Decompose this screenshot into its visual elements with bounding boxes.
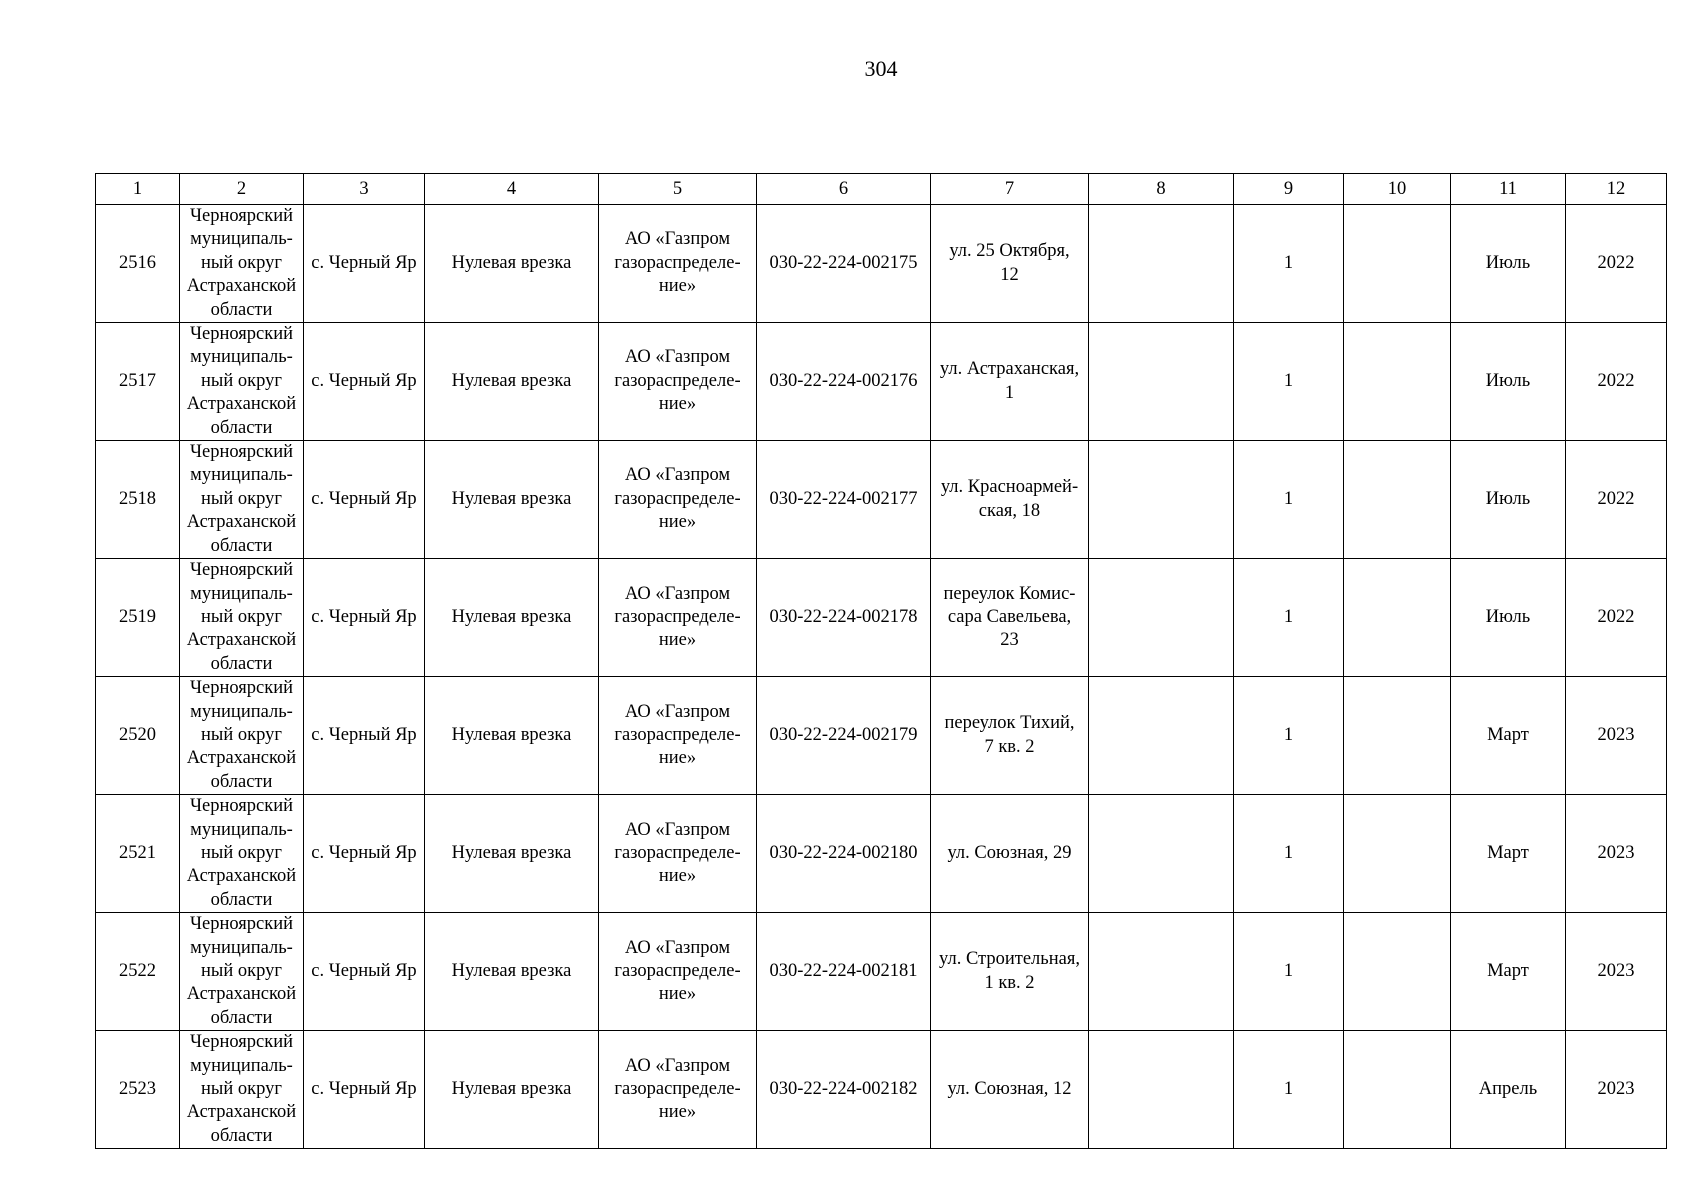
cell-text: 1 xyxy=(1283,842,1294,863)
header-col-12: 12 xyxy=(1566,174,1667,205)
header-col-6: 6 xyxy=(757,174,931,205)
address-cell xyxy=(931,323,1089,441)
cell-text: Черноярский муниципаль- ный округ Астраханской области xyxy=(186,914,297,1028)
col-10-cell xyxy=(1344,205,1451,323)
table-row xyxy=(96,677,1667,795)
quantity-cell xyxy=(1234,677,1344,795)
cell-text: ул. Астраханская, 1 xyxy=(939,359,1080,403)
col-8-cell xyxy=(1089,677,1234,795)
col-10-cell xyxy=(1344,677,1451,795)
col-8-cell xyxy=(1089,795,1234,913)
organization-cell xyxy=(599,441,757,559)
row-number-cell xyxy=(96,205,180,323)
application-code-cell xyxy=(757,205,931,323)
cell-text: Черноярский муниципаль- ный округ Астраханской области xyxy=(186,796,297,910)
cell-text: 2023 xyxy=(1597,961,1635,981)
table-row xyxy=(96,205,1667,323)
address-cell xyxy=(931,205,1089,323)
col-8-cell xyxy=(1089,913,1234,1031)
quantity-cell xyxy=(1234,441,1344,559)
organization-cell xyxy=(599,677,757,795)
municipality-cell xyxy=(180,1031,304,1149)
cell-text: АО «Газпром газораспределе- ние» xyxy=(614,583,741,651)
cell-text: 2022 xyxy=(1597,606,1635,627)
cell-text: 2518 xyxy=(119,488,156,509)
cell-text: 1 xyxy=(1283,370,1294,391)
settlement-cell xyxy=(304,795,425,913)
municipality-cell xyxy=(180,677,304,795)
year-cell xyxy=(1566,1031,1667,1149)
settlement-cell xyxy=(304,913,425,1031)
cell-text: Черноярский муниципаль- ный округ Астраханской области xyxy=(186,206,297,320)
settlement-cell xyxy=(304,323,425,441)
connection-type-cell xyxy=(425,205,599,323)
cell-text: ул. Союзная, 29 xyxy=(947,842,1072,863)
cell-text: Черноярский муниципаль- ный округ Астраханской области xyxy=(186,324,297,438)
quantity-cell xyxy=(1234,559,1344,677)
application-code-cell xyxy=(757,677,931,795)
application-code-cell xyxy=(757,913,931,1031)
organization-cell xyxy=(599,559,757,677)
cell-text: Нулевая врезка xyxy=(451,606,572,627)
cell-text: Черноярский муниципаль- ный округ Астраханской области xyxy=(186,442,297,556)
row-number-cell xyxy=(96,913,180,1031)
organization-cell xyxy=(599,1031,757,1149)
table-row xyxy=(96,913,1667,1031)
cell-text: 030-22-224-002180 xyxy=(769,842,918,863)
municipality-cell xyxy=(180,441,304,559)
cell-text: Июль xyxy=(1485,370,1531,391)
cell-text: Июль xyxy=(1485,252,1531,273)
row-number-cell xyxy=(96,323,180,441)
month-cell xyxy=(1451,1031,1566,1149)
address-cell xyxy=(931,441,1089,559)
cell-text: 2022 xyxy=(1597,252,1635,273)
cell-text: 2023 xyxy=(1597,724,1635,745)
organization-cell xyxy=(599,323,757,441)
cell-text: Черноярский муниципаль- ный округ Астраханской области xyxy=(186,1032,297,1146)
col-8-cell xyxy=(1089,205,1234,323)
cell-text: переулок Тихий, 7 кв. 2 xyxy=(944,713,1075,757)
month-cell xyxy=(1451,559,1566,677)
application-code-cell xyxy=(757,1031,931,1149)
col-8-cell xyxy=(1089,559,1234,677)
row-number-cell xyxy=(96,1031,180,1149)
cell-text: с. Черный Яр xyxy=(311,724,417,745)
cell-text: 030-22-224-002178 xyxy=(769,606,918,627)
cell-text: Нулевая врезка xyxy=(451,370,572,391)
cell-text: 030-22-224-002179 xyxy=(769,724,918,745)
connection-type-cell xyxy=(425,559,599,677)
header-col-1: 1 xyxy=(96,174,180,205)
cell-text: Нулевая врезка xyxy=(451,488,572,509)
application-code-cell xyxy=(757,441,931,559)
row-number-cell xyxy=(96,795,180,913)
cell-text: 2521 xyxy=(119,842,156,863)
cell-text: с. Черный Яр xyxy=(311,1079,417,1100)
cell-text: 030-22-224-002176 xyxy=(769,370,918,391)
header-col-4: 4 xyxy=(425,174,599,205)
address-cell xyxy=(931,795,1089,913)
cell-text: 030-22-224-002175 xyxy=(769,252,918,273)
cell-text: Март xyxy=(1487,961,1529,981)
organization-cell xyxy=(599,913,757,1031)
cell-text: Июль xyxy=(1485,606,1531,627)
cell-text: Апрель xyxy=(1478,1079,1538,1100)
municipality-cell xyxy=(180,559,304,677)
municipality-cell xyxy=(180,205,304,323)
cell-text: 2023 xyxy=(1597,842,1635,863)
connection-type-cell xyxy=(425,677,599,795)
municipality-cell xyxy=(180,323,304,441)
organization-cell xyxy=(599,205,757,323)
cell-text: 1 xyxy=(1283,606,1294,627)
application-code-cell xyxy=(757,795,931,913)
header-col-11: 11 xyxy=(1451,174,1566,205)
header-col-2: 2 xyxy=(180,174,304,205)
cell-text: 2022 xyxy=(1597,370,1635,391)
cell-text: Март xyxy=(1487,724,1529,745)
page-number: 304 xyxy=(864,56,898,81)
cell-text: 1 xyxy=(1283,724,1294,745)
month-cell xyxy=(1451,205,1566,323)
cell-text: АО «Газпром газораспределе- ние» xyxy=(614,819,741,887)
address-cell xyxy=(931,559,1089,677)
gas-connection-table xyxy=(95,173,1667,1149)
cell-text: 2522 xyxy=(119,961,156,981)
table-body xyxy=(96,205,1667,1149)
cell-text: Нулевая врезка xyxy=(451,1079,572,1100)
cell-text: Март xyxy=(1487,842,1529,863)
cell-text: с. Черный Яр xyxy=(311,842,417,863)
col-10-cell xyxy=(1344,323,1451,441)
cell-text: ул. 25 Октября, 12 xyxy=(949,241,1070,285)
cell-text: АО «Газпром газораспределе- ние» xyxy=(614,1055,741,1123)
year-cell xyxy=(1566,323,1667,441)
row-number-cell xyxy=(96,441,180,559)
cell-text: с. Черный Яр xyxy=(311,370,417,391)
cell-text: с. Черный Яр xyxy=(311,606,417,627)
connection-type-cell xyxy=(425,1031,599,1149)
month-cell xyxy=(1451,677,1566,795)
cell-text: 2022 xyxy=(1597,488,1635,509)
cell-text: 2519 xyxy=(119,606,156,627)
quantity-cell xyxy=(1234,795,1344,913)
cell-text: 2023 xyxy=(1597,1079,1635,1100)
year-cell xyxy=(1566,205,1667,323)
cell-text: 1 xyxy=(1283,488,1294,509)
table-header-row xyxy=(96,174,1667,205)
cell-text: ул. Строительная, 1 кв. 2 xyxy=(939,949,1080,993)
application-code-cell xyxy=(757,323,931,441)
cell-text: 030-22-224-002182 xyxy=(769,1079,918,1100)
quantity-cell xyxy=(1234,323,1344,441)
month-cell xyxy=(1451,441,1566,559)
header-col-3: 3 xyxy=(304,174,425,205)
row-number-cell xyxy=(96,677,180,795)
cell-text: Нулевая врезка xyxy=(451,252,572,273)
year-cell xyxy=(1566,913,1667,1031)
cell-text: Нулевая врезка xyxy=(451,724,572,745)
cell-text: с. Черный Яр xyxy=(311,252,417,273)
connection-type-cell xyxy=(425,913,599,1031)
cell-text: 2516 xyxy=(119,252,156,273)
header-col-7: 7 xyxy=(931,174,1089,205)
settlement-cell xyxy=(304,441,425,559)
col-10-cell xyxy=(1344,441,1451,559)
cell-text: АО «Газпром газораспределе- ние» xyxy=(614,465,741,533)
cell-text: с. Черный Яр xyxy=(311,488,417,509)
cell-text: АО «Газпром газораспределе- ние» xyxy=(614,347,741,415)
cell-text: 2523 xyxy=(119,1079,156,1100)
settlement-cell xyxy=(304,559,425,677)
table-row xyxy=(96,795,1667,913)
header-col-10: 10 xyxy=(1344,174,1451,205)
cell-text: 2517 xyxy=(119,370,156,391)
cell-text: 1 xyxy=(1283,1079,1294,1100)
quantity-cell xyxy=(1234,205,1344,323)
col-10-cell xyxy=(1344,1031,1451,1149)
settlement-cell xyxy=(304,1031,425,1149)
table-row xyxy=(96,323,1667,441)
cell-text: Июль xyxy=(1485,488,1531,509)
cell-text: АО «Газпром газораспределе- ние» xyxy=(614,701,741,769)
settlement-cell xyxy=(304,205,425,323)
address-cell xyxy=(931,1031,1089,1149)
month-cell xyxy=(1451,323,1566,441)
year-cell xyxy=(1566,559,1667,677)
cell-text: ул. Союзная, 12 xyxy=(947,1079,1072,1100)
cell-text: АО «Газпром газораспределе- ние» xyxy=(614,229,741,297)
table-row xyxy=(96,1031,1667,1149)
address-cell xyxy=(931,677,1089,795)
month-cell xyxy=(1451,913,1566,1031)
header-col-8: 8 xyxy=(1089,174,1234,205)
settlement-cell xyxy=(304,677,425,795)
cell-text: 030-22-224-002181 xyxy=(769,961,918,981)
cell-text: 1 xyxy=(1283,961,1294,981)
address-cell xyxy=(931,913,1089,1031)
cell-text: Нулевая врезка xyxy=(451,842,572,863)
header-col-9: 9 xyxy=(1234,174,1344,205)
cell-text: переулок Комис- сара Савельева, 23 xyxy=(943,583,1076,651)
table-row xyxy=(96,441,1667,559)
municipality-cell xyxy=(180,913,304,1031)
cell-text: АО «Газпром газораспределе- ние» xyxy=(614,937,741,1005)
year-cell xyxy=(1566,795,1667,913)
month-cell xyxy=(1451,795,1566,913)
col-10-cell xyxy=(1344,795,1451,913)
table-row xyxy=(96,559,1667,677)
col-8-cell xyxy=(1089,441,1234,559)
col-8-cell xyxy=(1089,1031,1234,1149)
connection-type-cell xyxy=(425,795,599,913)
connection-type-cell xyxy=(425,441,599,559)
cell-text: Черноярский муниципаль- ный округ Астраханской области xyxy=(186,560,297,674)
cell-text: Нулевая врезка xyxy=(451,961,572,981)
year-cell xyxy=(1566,441,1667,559)
cell-text: с. Черный Яр xyxy=(311,961,417,981)
quantity-cell xyxy=(1234,1031,1344,1149)
col-10-cell xyxy=(1344,559,1451,677)
row-number-cell xyxy=(96,559,180,677)
cell-text: ул. Красноармей- ская, 18 xyxy=(940,477,1079,521)
col-10-cell xyxy=(1344,913,1451,1031)
col-8-cell xyxy=(1089,323,1234,441)
header-col-5: 5 xyxy=(599,174,757,205)
cell-text: Черноярский муниципаль- ный округ Астраханской области xyxy=(186,678,297,792)
organization-cell xyxy=(599,795,757,913)
cell-text: 1 xyxy=(1283,252,1294,273)
cell-text: 030-22-224-002177 xyxy=(769,488,918,509)
municipality-cell xyxy=(180,795,304,913)
connection-type-cell xyxy=(425,323,599,441)
application-code-cell xyxy=(757,559,931,677)
year-cell xyxy=(1566,677,1667,795)
cell-text: 2520 xyxy=(119,724,156,745)
quantity-cell xyxy=(1234,913,1344,1031)
